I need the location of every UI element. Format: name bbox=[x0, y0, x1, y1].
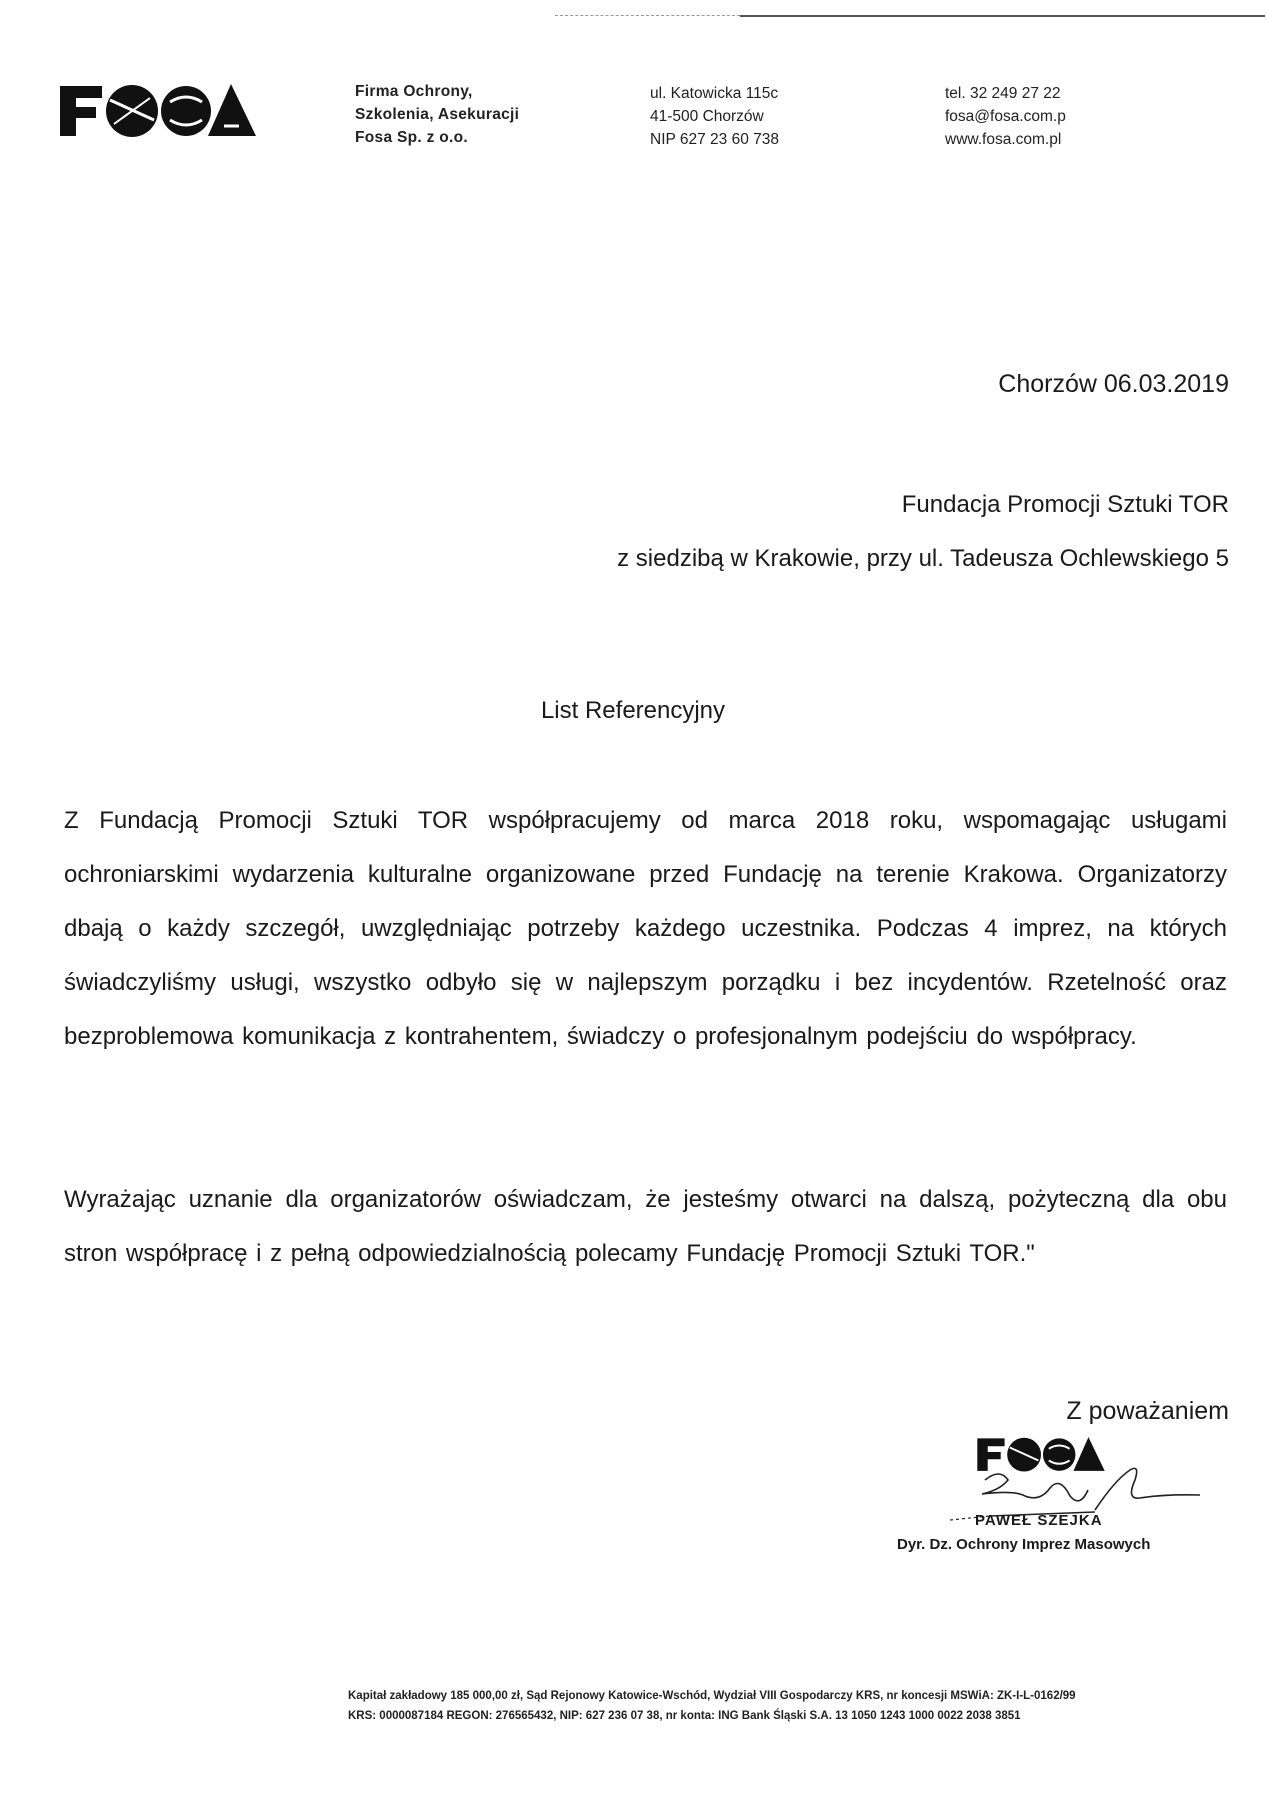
company-address-block bbox=[650, 82, 779, 151]
address-line: ul. Katowicka 115c bbox=[650, 85, 779, 102]
recipient-name: Fundacja Promocji Sztuki TOR bbox=[901, 491, 1229, 518]
company-line: Firma Ochrony, bbox=[355, 83, 473, 100]
footer-legal-info bbox=[348, 1686, 1076, 1726]
signatory-role: Dyr. Dz. Ochrony Imprez Masowych bbox=[897, 1536, 1151, 1553]
letter-date: Chorzów 06.03.2019 bbox=[998, 370, 1229, 398]
recipient-block bbox=[617, 478, 1229, 586]
fosa-logo bbox=[58, 80, 258, 140]
company-contact-block bbox=[945, 82, 1066, 151]
top-rule bbox=[740, 15, 1265, 17]
recipient-address: z siedzibą w Krakowie, przy ul. Tadeusza Ochlewskiego 5 bbox=[617, 545, 1229, 572]
closing-salutation: Z poważaniem bbox=[1066, 1397, 1229, 1425]
address-line: 41-500 Chorzów bbox=[650, 108, 764, 125]
top-dashed-rule bbox=[555, 15, 740, 16]
signatory-name: PAWEŁ SZEJKA bbox=[975, 1512, 1103, 1529]
company-line: Fosa Sp. z o.o. bbox=[355, 129, 469, 146]
contact-email: fosa@fosa.com.p bbox=[945, 108, 1066, 125]
contact-phone: tel. 32 249 27 22 bbox=[945, 85, 1061, 102]
footer-line: KRS: 0000087184 REGON: 276565432, NIP: 627 236 07 38, nr konta: ING Bank Śląski S.A. 13 1050 1243 1000 0022 2038 3851 bbox=[348, 1710, 1021, 1722]
company-name-block bbox=[355, 80, 519, 149]
body-paragraph-1: Z Fundacją Promocji Sztuki TOR współpracujemy od marca 2018 roku, wspomagając usługami ochroniarskimi wydarzenia kulturalne organizowane przed Fundację na terenie Krakowa. Organizatorzy dbają o każdy szczegół, uwzględniając potrzeby każdego uczestnika. Podczas 4 imprez, na których świadczyliśmy usługi, wszystko odbyło się w najlepszym porządku i bez incydentów. Rzetelność oraz bezproblemowa komunikacja z kontrahentem, świadczy o profesjonalnym podejściu do współpracy. bbox=[64, 807, 1227, 1050]
company-line: Szkolenia, Asekuracji bbox=[355, 106, 520, 123]
footer-line: Kapitał zakładowy 185 000,00 zł, Sąd Rejonowy Katowice-Wschód, Wydział VIII Gospodarczy KRS, nr koncesji MSWiA: ZK-I-L-0162/99 bbox=[348, 1690, 1076, 1702]
document-title: List Referencyjny bbox=[540, 697, 726, 724]
contact-website: www.fosa.com.pl bbox=[945, 131, 1062, 148]
address-line: NIP 627 23 60 738 bbox=[650, 131, 779, 148]
body-paragraph-2: Wyrażając uznanie dla organizatorów oświadczam, że jesteśmy otwarci na dalszą, pożyteczną dla obu stron współpracę i z pełną odpowiedzialnością polecamy Fundację Promocji Sztuki TOR." bbox=[64, 1186, 1227, 1267]
